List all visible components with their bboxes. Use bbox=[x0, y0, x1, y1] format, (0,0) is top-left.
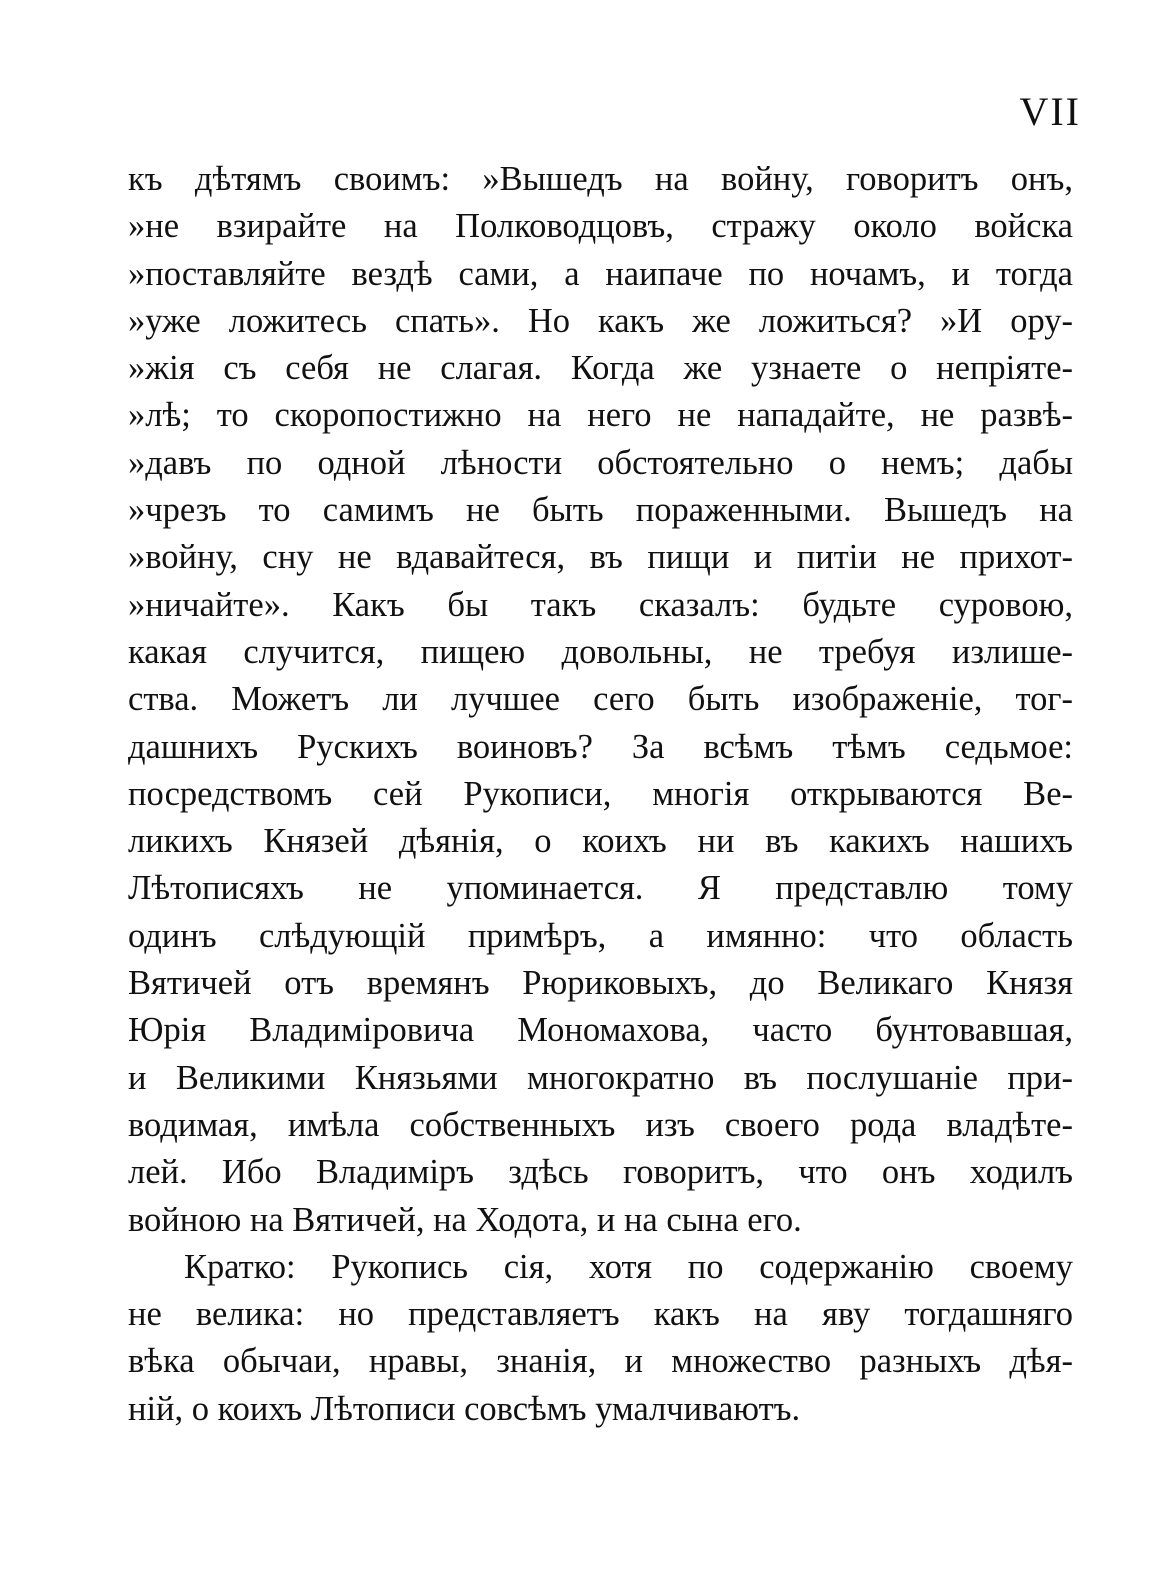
text-line: Лѣтописяхъ не упоминается. Я представлю тому bbox=[128, 869, 1073, 908]
text-line: дашнихъ Рускихъ воиновъ? За всѣмъ тѣмъ седьмое: bbox=[128, 727, 1073, 766]
text-line: и Великими Князьями многократно въ послушаніе при- bbox=[128, 1058, 1073, 1097]
text-line: »уже ложитесь спать». Но какъ же ложиться? »И ору- bbox=[128, 301, 1073, 340]
text-line: »чрезъ то самимъ не быть пораженными. Вышедъ на bbox=[128, 491, 1073, 530]
paragraph-2 bbox=[128, 1244, 1073, 1433]
text-line: водимая, имѣла собственныхъ изъ своего рода владѣте- bbox=[128, 1105, 1073, 1144]
text-line: не велика: но представляетъ какъ на яву тогдашняго bbox=[128, 1295, 1073, 1334]
text-line: »жія съ себя не слагая. Когда же узнаете о непріяте- bbox=[128, 349, 1073, 388]
text-line: »давъ по одной лѣности обстоятельно о немъ; дабы bbox=[128, 443, 1073, 482]
text-line: Вятичей отъ времянъ Рюриковыхъ, до Великаго Князя bbox=[128, 964, 1073, 1003]
text-line: лей. Ибо Владиміръ здѣсь говоритъ, что онъ ходилъ bbox=[128, 1153, 1073, 1192]
text-line: Юрія Владиміровича Мономахова, часто бунтовавшая, bbox=[128, 1011, 1073, 1050]
text-line: »ничайте». Какъ бы такъ сказалъ: будьте суровою, bbox=[128, 585, 1073, 624]
text-line: Кратко: Рукопись сія, хотя по содержанію своему bbox=[184, 1247, 1073, 1286]
text-line: »лѣ; то скоропостижно на него не нападайте, не развѣ- bbox=[128, 396, 1073, 435]
text-line: вѣка обычаи, нравы, знанія, и множество разныхъ дѣя- bbox=[128, 1342, 1073, 1381]
text-line: одинъ слѣдующій примѣръ, а имянно: что область bbox=[128, 916, 1073, 955]
text-line: посредствомъ сей Рукописи, многія открываются Ве- bbox=[128, 774, 1073, 813]
text-line: ства. Можетъ ли лучшее сего быть изображеніе, тог- bbox=[128, 680, 1073, 719]
text-line: какая случится, пищею довольны, не требуя излише- bbox=[128, 632, 1073, 671]
paragraph-1 bbox=[128, 156, 1073, 1244]
page-number: VII bbox=[1019, 89, 1081, 134]
text-line: ній, о коихъ Лѣтописи совсѣмъ умалчиваютъ. bbox=[128, 1389, 801, 1428]
text-line: къ дѣтямъ своимъ: »Вышедъ на войну, говоритъ онъ, bbox=[128, 160, 1073, 198]
text-line: »войну, сну не вдавайтеся, въ пищи и питіи не прихот- bbox=[128, 538, 1073, 577]
body-text bbox=[128, 156, 1073, 1433]
text-line: »поставляйте вездѣ сами, а наипаче по ночамъ, и тогда bbox=[128, 254, 1073, 293]
text-line: войною на Вятичей, на Ходота, и на сына его. bbox=[128, 1200, 802, 1239]
text-line: »не взирайте на Полководцовъ, стражу около войска bbox=[128, 207, 1073, 246]
text-line: ликихъ Князей дѣянія, о коихъ ни въ какихъ нашихъ bbox=[128, 822, 1073, 861]
